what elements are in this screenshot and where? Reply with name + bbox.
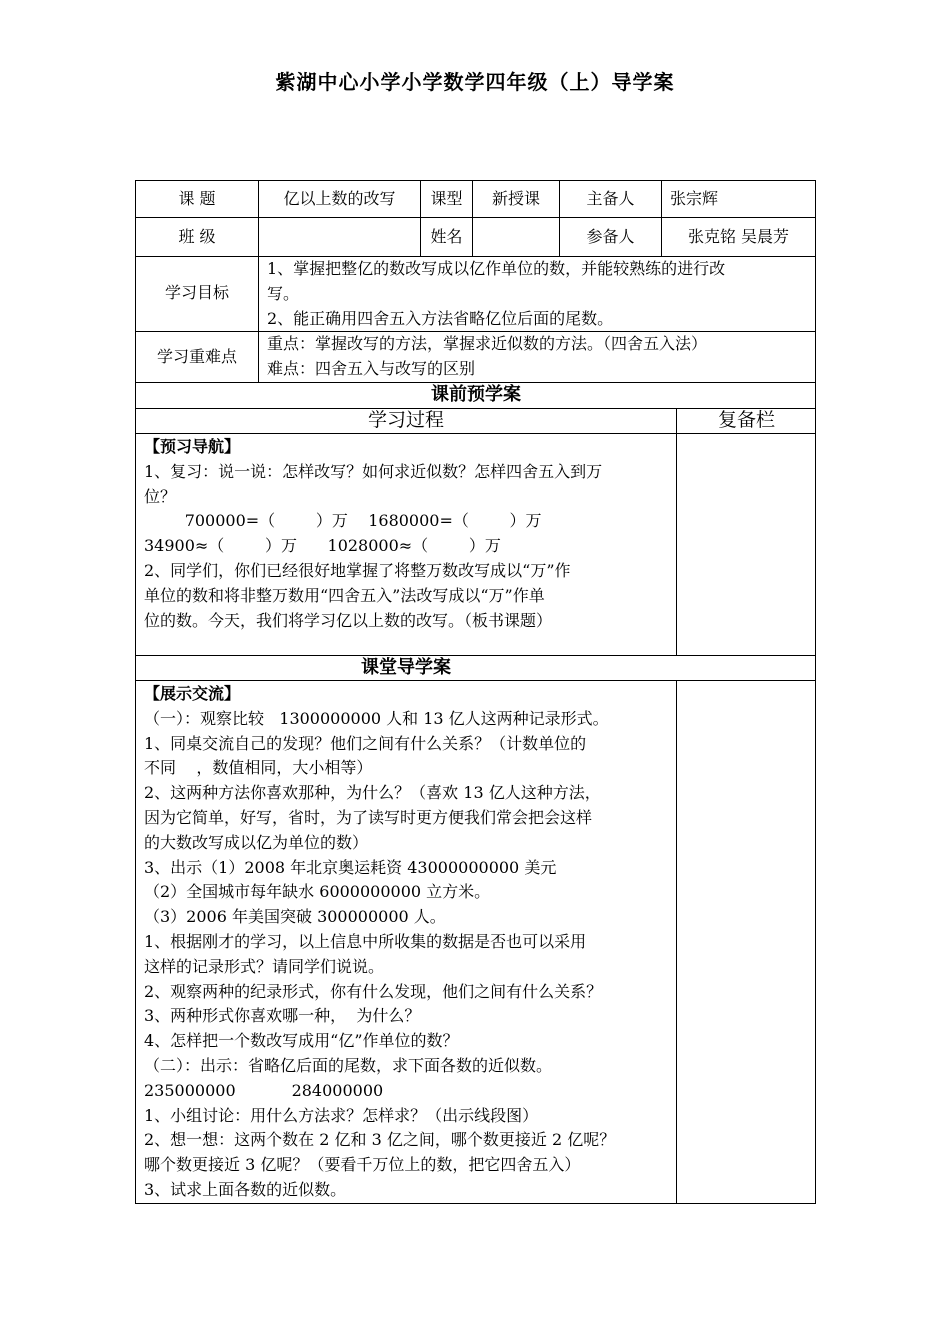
participants-label: 参备人: [586, 227, 635, 246]
preview-line: 1、复习：说一说：怎样改写？如何求近似数？怎样四舍五入到万: [144, 461, 603, 481]
table-divider: [676, 680, 677, 1204]
review-label: 复备栏: [717, 409, 775, 431]
classroom-line: 1、同桌交流自己的发现？他们之间有什么关系？（计数单位的: [144, 733, 587, 753]
preview-line: 位的数。今天，我们将学习亿以上数的改写。（板书课题）: [144, 610, 553, 630]
classroom-line: 的大数改写成以亿为单位的数）: [144, 832, 369, 852]
topic-label: 课 题: [178, 189, 216, 208]
section-title: 【展示交流】: [144, 684, 241, 703]
page-title: 紫湖中心小学小学数学四年级（上）导学案: [275, 70, 675, 94]
focus-label: 学习重难点: [156, 347, 237, 366]
classroom-line: （3）2006 年美国突破 300000000 人。: [144, 907, 446, 927]
preview-line: 700000=（ ）万 1680000=（ ）万: [144, 511, 542, 531]
preview-line: 单位的数和将非整万数用“四舍五入”法改写成以“万”作单: [144, 585, 545, 605]
classroom-line: 2、观察两种的纪录形式，你有什么发现，他们之间有什么关系？: [144, 981, 603, 1001]
classroom-line: 4、怎样把一个数改写成用“亿”作单位的数？: [144, 1031, 459, 1051]
classroom-line: 哪个数更接近 3 亿呢？（要看千万位上的数，把它四舍五入）: [144, 1155, 581, 1175]
classroom-line: 这样的记录形式？请同学们说说。: [144, 956, 385, 976]
type-value: 新授课: [491, 189, 540, 208]
goals-label: 学习目标: [164, 283, 229, 302]
topic-value: 亿以上数的改写: [283, 189, 396, 208]
classroom-line: 1、小组讨论：用什么方法求？怎样求？（出示线段图）: [144, 1105, 539, 1125]
focus-line: 重点：掌握改写的方法，掌握求近似数的方法。（四舍五入法）: [267, 334, 708, 353]
table-divider: [676, 408, 677, 655]
classroom-content: [144, 682, 615, 1203]
classroom-line: 3、试求上面各数的近似数。: [144, 1179, 347, 1199]
classroom-line: 不同 ，数值相同，大小相等）: [144, 758, 373, 778]
goal-line: 1、掌握把整亿的数改写成以亿作单位的数，并能较熟练的进行改: [267, 259, 726, 278]
table-divider: [135, 217, 816, 218]
classroom-line: （一）：观察比较 1300000000 人和 13 亿人这两种记录形式。: [144, 708, 609, 728]
preview-line: 2、同学们，你们已经很好地掌握了将整万数改写成以“万”作: [144, 560, 571, 580]
preview-content: [144, 435, 602, 633]
focus-text: [267, 332, 707, 382]
preview-line: 34900≈（ ）万 1028000≈（ ）万: [144, 536, 501, 556]
goal-line: 写。: [267, 283, 300, 303]
preview-header: 课前预学案: [431, 384, 521, 405]
preview-line: 位？: [144, 486, 177, 506]
focus-line: 难点：四舍五入与改写的区别: [267, 358, 476, 378]
classroom-line: 3、出示（1）2008 年北京奥运耗资 43000000000 美元: [144, 857, 557, 877]
preparer-value: 张宗辉: [670, 189, 719, 208]
classroom-line: （二）：出示：省略亿后面的尾数，求下面各数的近似数。: [144, 1055, 553, 1075]
goal-line: 2、能正确用四舍五入方法省略亿位后面的尾数。: [267, 308, 614, 328]
classroom-line: 1、根据刚才的学习，以上信息中所收集的数据是否也可以采用: [144, 931, 587, 951]
participants-value: 张克铭 吴晨芳: [687, 227, 790, 246]
type-label: 课型: [430, 189, 463, 208]
classroom-line: （2）全国城市每年缺水 6000000000 立方米。: [144, 882, 491, 902]
table-divider: [135, 433, 816, 434]
section-title: 【预习导航】: [144, 437, 241, 456]
classroom-line: 因为它简单，好写，省时，为了读写时更方便我们常会把会这样: [144, 807, 593, 827]
table-divider: [135, 680, 816, 681]
goals-text: [267, 257, 725, 331]
name-label: 姓名: [430, 227, 463, 246]
class-label: 班 级: [178, 227, 216, 246]
classroom-header: 课堂导学案: [361, 657, 451, 678]
classroom-line: 2、想一想：这两个数在 2 亿和 3 亿之间，哪个数更接近 2 亿呢？: [144, 1130, 616, 1150]
classroom-line: 235000000 284000000: [144, 1080, 384, 1100]
classroom-line: 3、两种形式你喜欢哪一种， 为什么？: [144, 1006, 421, 1026]
preparer-label: 主备人: [586, 189, 635, 208]
classroom-line: 2、这两种方法你喜欢那种，为什么？（喜欢 13 亿人这种方法，: [144, 783, 601, 803]
process-label: 学习过程: [367, 409, 444, 431]
